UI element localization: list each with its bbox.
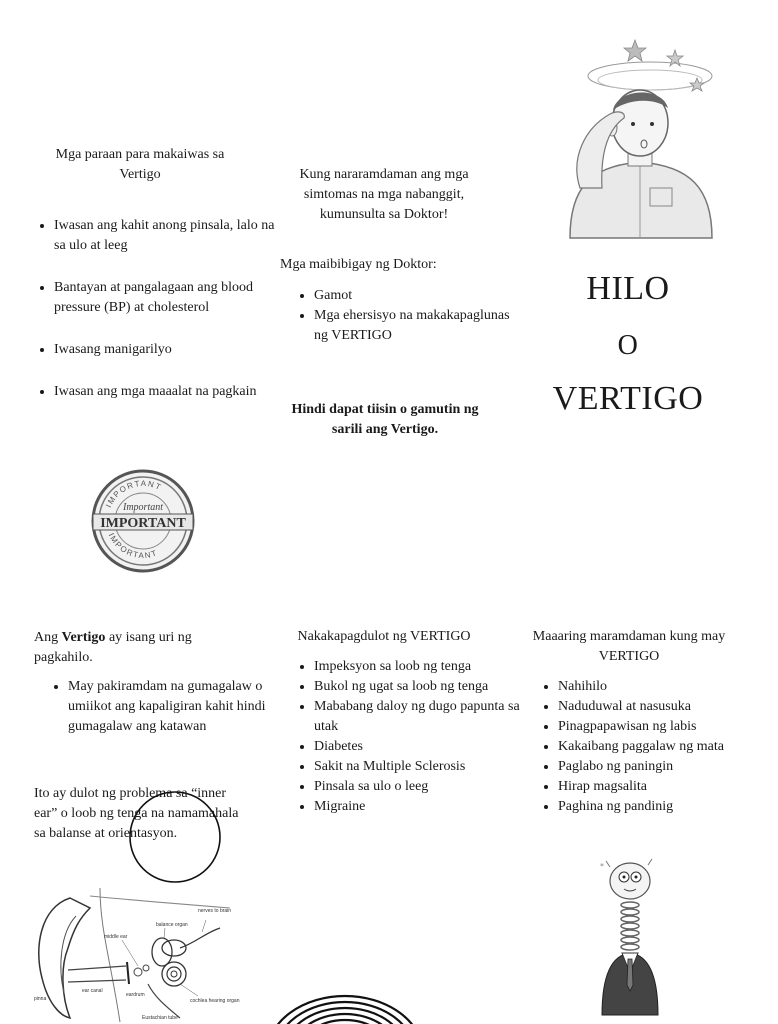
list-item: • Sakit na Multiple Sclerosis — [314, 757, 522, 777]
causes-heading: Nakakapagdulot ng VERTIGO — [297, 629, 471, 644]
svg-text:*: * — [600, 862, 604, 871]
stamp-ring-text: IMPORTANT — [104, 478, 164, 509]
dizzy-man-illustration — [540, 38, 730, 238]
cover-title-line2: O — [617, 330, 639, 361]
warning-text: Hindi dapat tiisin o gamutin ng sarili ang Vertigo. — [291, 402, 479, 437]
symptoms-list — [524, 677, 778, 817]
stamp-ring-text-bottom: IMPORTANT — [106, 531, 160, 561]
spring-man-illustration — [596, 855, 676, 1015]
cover-title-line1: HILO — [586, 270, 670, 307]
list-item: • Mababang daloy ng dugo papunta sa utak — [314, 697, 522, 737]
list-item: • Mga ehersisyo na makakapaglunas ng VERTIGO — [314, 306, 514, 346]
list-item: • Naduduwal at nasusuka — [558, 697, 778, 717]
ear-anatomy-diagram — [30, 888, 240, 1022]
prevention-list — [20, 216, 286, 402]
causes-list — [280, 657, 522, 817]
doctor-heading: Mga maibibigay ng Doktor: — [280, 257, 437, 272]
list-item: • Paghina ng pandinig — [558, 797, 778, 817]
important-stamp — [90, 468, 196, 574]
list-item: • Paglabo ng paningin — [558, 757, 778, 777]
list-item: • Gamot — [314, 286, 514, 306]
label-middle-ear: middle ear — [104, 934, 128, 940]
highlight-circle — [128, 790, 222, 884]
inner-ear-text: Ito ay dulot ng problema sa “inner ear” o loob ng tenga na namamahala sa balanse at orientasyon. — [34, 786, 239, 841]
definition-prefix: Ang — [34, 630, 62, 645]
list-item: • Iwasan ang kahit anong pinsala, lalo na sa ulo at leeg — [54, 216, 286, 256]
spiral-illustration — [265, 994, 425, 1024]
list-item: • Nahihilo — [558, 677, 778, 697]
stamp-main-text: IMPORTANT — [100, 516, 186, 531]
list-item: • Kakaibang paggalaw ng mata — [558, 737, 778, 757]
label-balance-organ: balance organ — [156, 922, 188, 928]
doctor-list — [280, 286, 514, 346]
vertigo-definition — [34, 628, 244, 668]
stamp-script-text: Important — [123, 502, 163, 513]
star-icon — [624, 40, 646, 61]
label-nerves: nerves to brain — [198, 908, 232, 914]
list-item: • Diabetes — [314, 737, 522, 757]
cover-title-line3: VERTIGO — [552, 380, 704, 417]
definition-suffix: ay isang uri ng pagkahilo. — [34, 630, 192, 665]
list-item: • Bukol ng ugat sa loob ng tenga — [314, 677, 522, 697]
list-item: • Hirap magsalita — [558, 777, 778, 797]
consult-text: Kung nararamdaman ang mga simtomas na mga nabanggit, kumunsulta sa Doktor! — [299, 167, 469, 222]
list-item: • Migraine — [314, 797, 522, 817]
list-item: • Pinsala sa ulo o leeg — [314, 777, 522, 797]
label-eardrum: eardrum — [126, 992, 145, 998]
list-item: • Bantayan at pangalagaan ang blood pressure (BP) at cholesterol — [54, 278, 286, 318]
list-item: • May pakiramdam na gumagalaw o umiikot ang kapaligiran kahit hindi gumagalaw ang katawan — [68, 677, 268, 737]
list-item: • Iwasang manigarilyo — [54, 340, 286, 360]
label-ear-canal: ear canal — [82, 988, 103, 994]
label-eustachian-tube: Eustachian tube — [142, 1015, 178, 1021]
symptoms-heading: Maaaring maramdaman kung may VERTIGO — [532, 629, 726, 664]
list-item: • Iwasan ang mga maaalat na pagkain — [54, 382, 286, 402]
label-cochlea: cochlea hearing organ — [190, 998, 240, 1004]
definition-list — [34, 677, 268, 737]
list-item: • Pinagpapawisan ng labis — [558, 717, 778, 737]
list-item: • Impeksyon sa loob ng tenga — [314, 657, 522, 677]
label-pinna: pinna — [34, 996, 47, 1002]
definition-term: Vertigo — [61, 630, 106, 645]
prevention-heading: Mga paraan para makaiwas sa Vertigo — [55, 147, 225, 182]
